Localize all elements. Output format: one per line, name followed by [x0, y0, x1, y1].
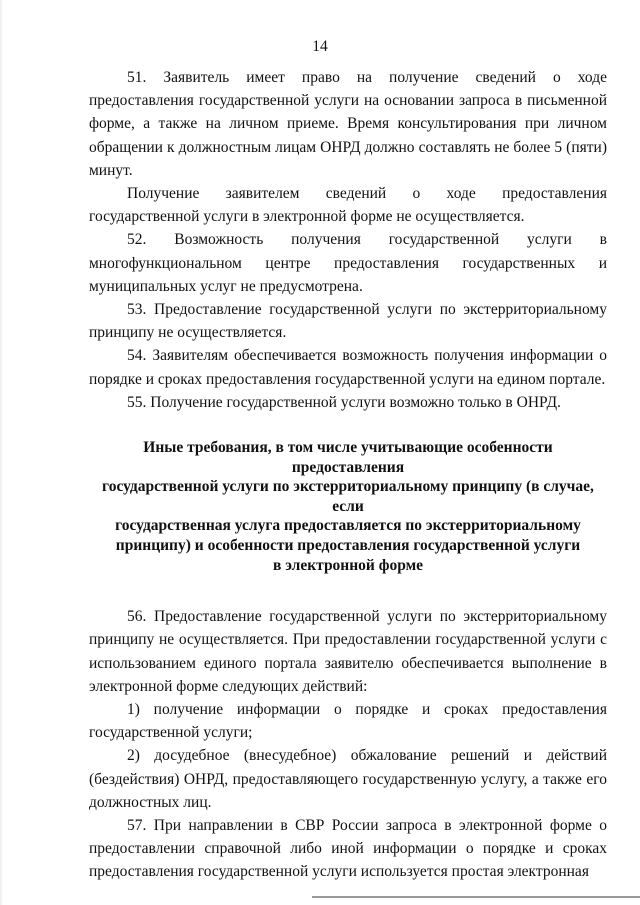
heading-spacer — [89, 575, 607, 605]
paragraph-53: 53. Предоставление государственной услуги по экстерриториальному принципу не осуществляется. — [89, 301, 607, 342]
paragraph-51-note: Получение заявителем сведений о ходе предоставления государственной услуги в электронной форме не осуществляется. — [89, 185, 607, 226]
paragraph-56: 56. Предоставление государственной услуги по экстерриториальному принципу не осуществляется. При предоставлении государственной услуги с использованием единого портала заявителю обеспечивается выполнение в электронной форме следующих действий: — [89, 608, 607, 695]
heading-line: государственная услуга предоставляется по экстерриториальному — [115, 517, 581, 535]
paragraph-56-item-2: 2) досудебное (внесудебное) обжалование решений и действий (бездействия) ОНРД, предоставляющего государственную услугу, а также его должностных лиц. — [89, 747, 607, 811]
paragraph-55: 55. Получение государственной услуги возможно только в ОНРД. — [127, 393, 561, 411]
paragraph-56-item-1: 1) получение информации о порядке и сроках предоставления государственной услуги; — [89, 701, 607, 742]
paragraph-51: 51. Заявитель имеет право на получение сведений о ходе предоставления государственной услуги на основании запроса в письменной форме, а также на личном приеме. Время консультирования при личном обращении к должностным лицам ОНРД должно составлять не более 5 (пяти) минут. — [89, 69, 607, 179]
paragraph-52: 52. Возможность получения государственной услуги в многофункциональном центре предоставления государственных и муниципальных услуг не предусмотрена. — [89, 231, 607, 295]
heading-line: Иные требования, в том числе учитывающие особенности предоставления — [143, 439, 553, 476]
scan-bottom-edge — [312, 896, 640, 898]
scan-edge — [0, 0, 2, 905]
section-heading — [89, 438, 607, 575]
heading-line: государственной услуги по экстерриториальному принципу (в случае, если — [102, 478, 594, 515]
heading-line: принципу) и особенности предоставления государственной услуги — [115, 537, 581, 555]
paragraph-57: 57. При направлении в СВР России запроса в электронной форме о предоставлении справочной либо иной информации о порядке и сроках предоставления государственной услуги используется простая электронная — [89, 817, 607, 881]
paragraph-54: 54. Заявителям обеспечивается возможность получения информации о порядке и сроках предоставления государственной услуги на едином портале. — [89, 347, 607, 388]
page-number: 14 — [312, 38, 328, 55]
heading-line: в электронной форме — [272, 556, 424, 574]
document-body — [89, 66, 607, 884]
